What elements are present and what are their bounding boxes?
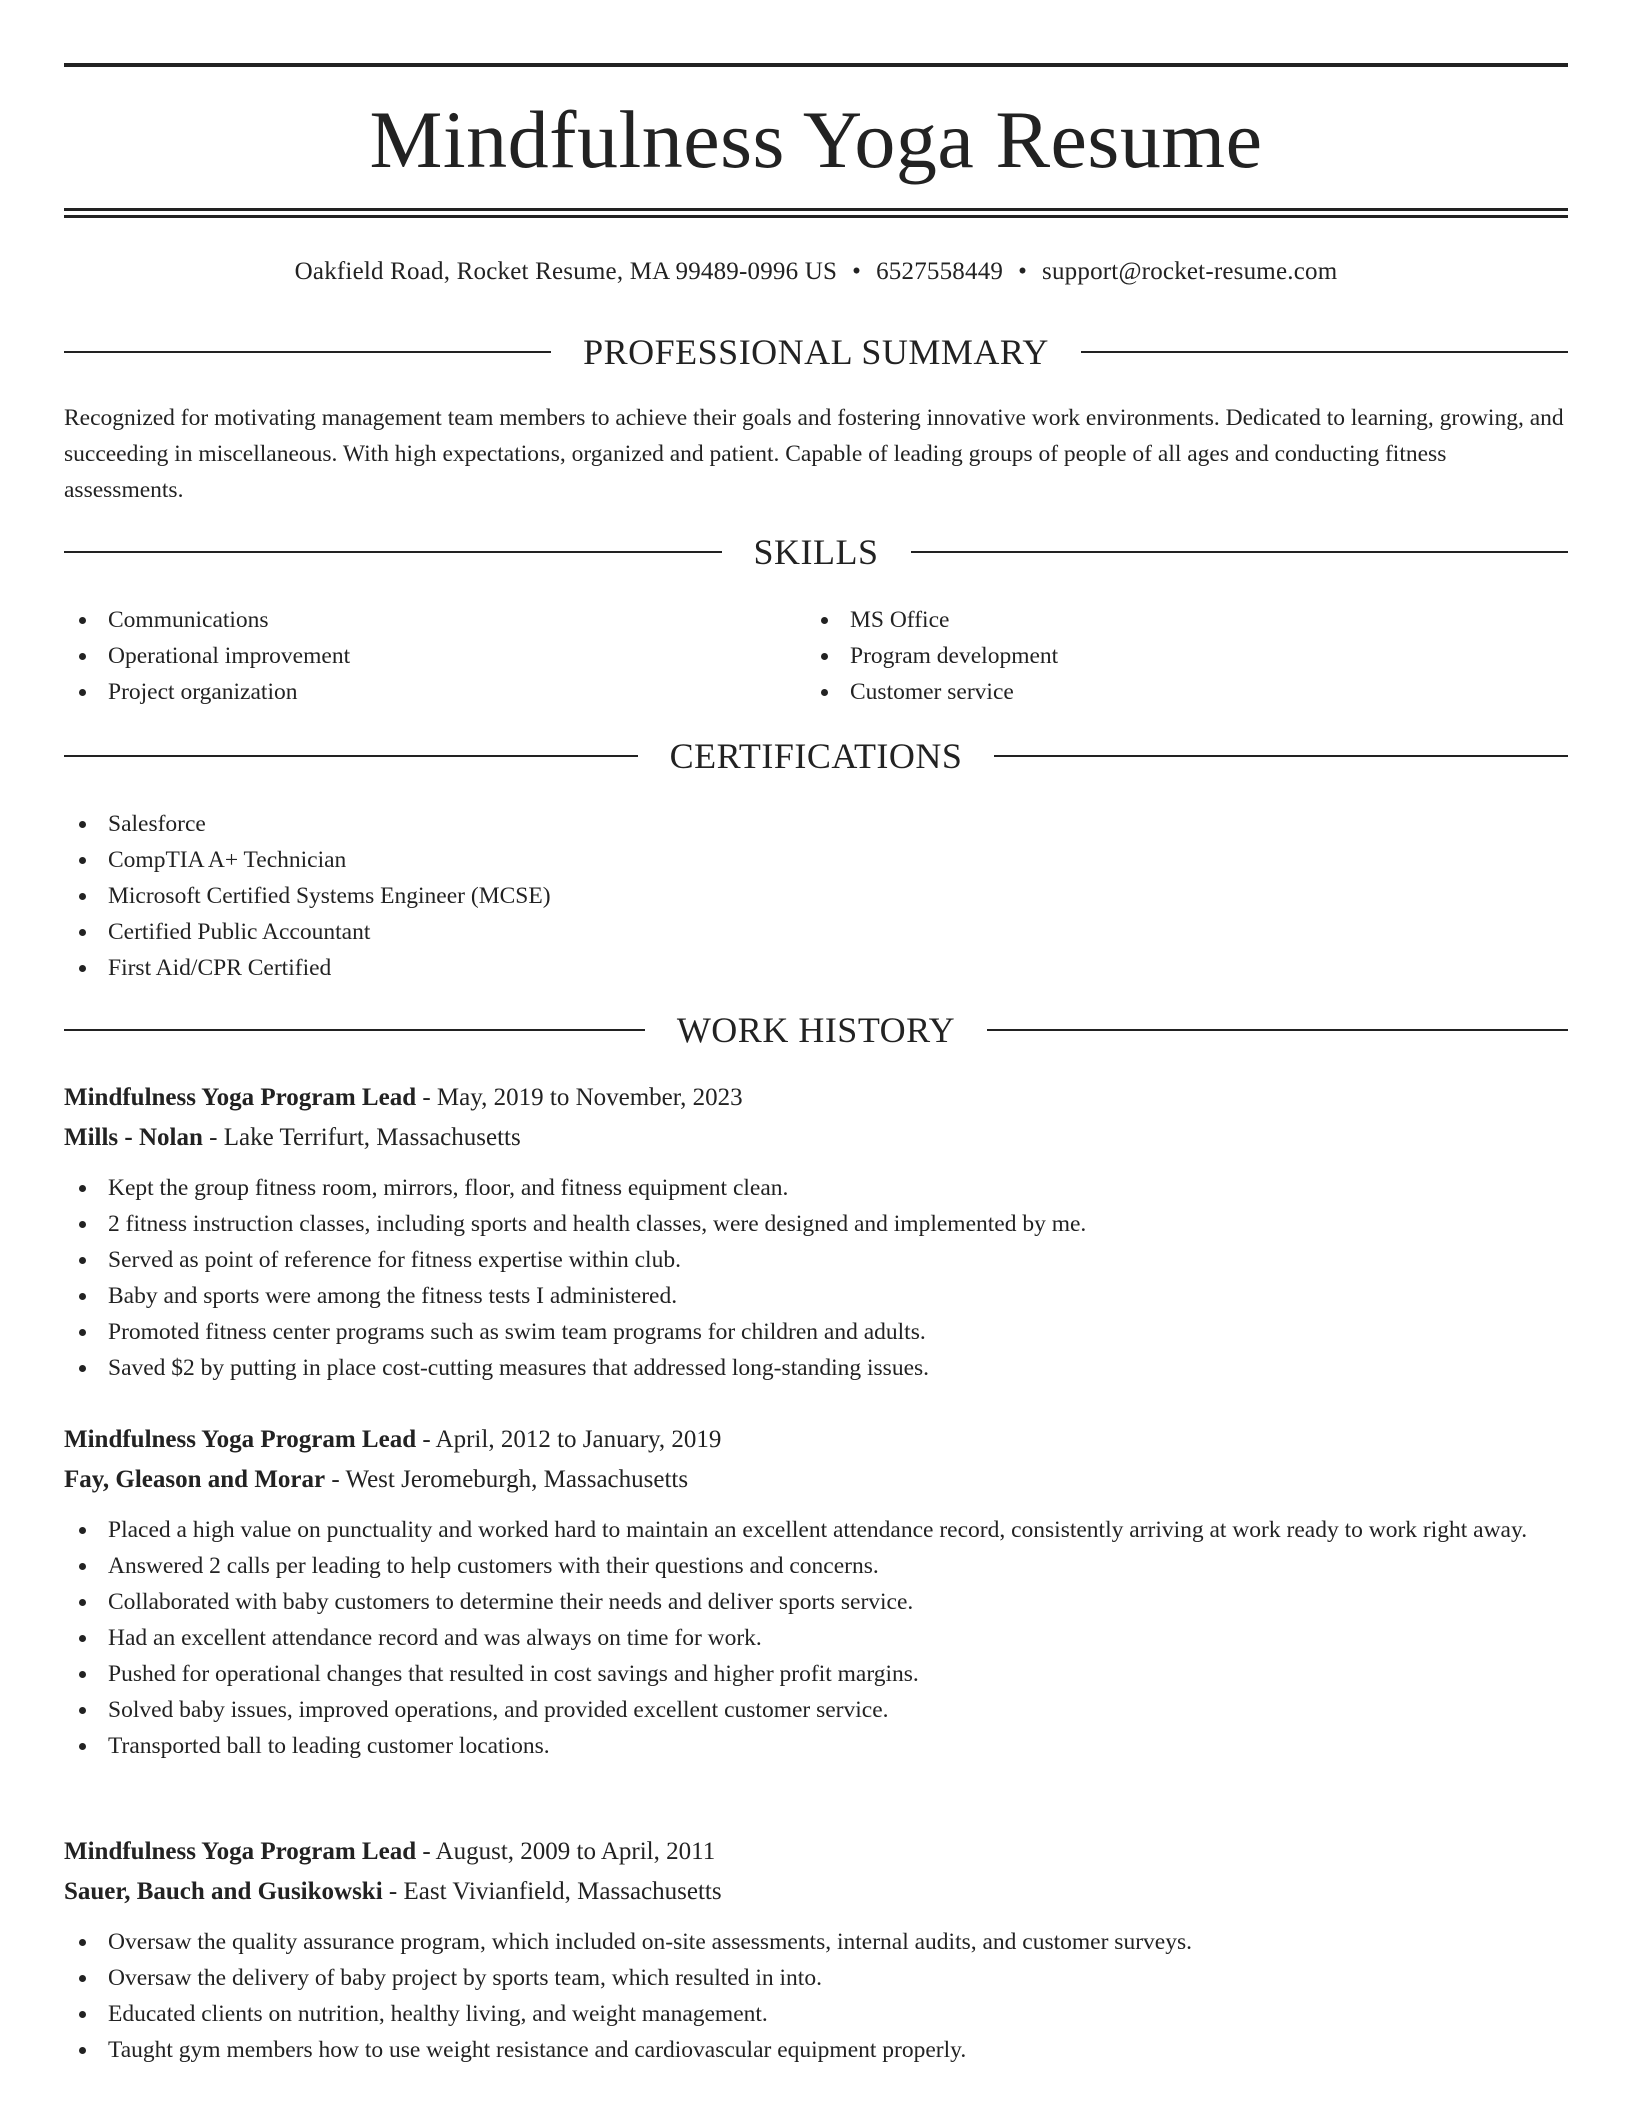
section-heading-certifications — [64, 734, 1568, 778]
job-company-line — [64, 1460, 1568, 1500]
job-entry — [64, 1832, 1568, 2068]
contact-line — [64, 256, 1568, 288]
certification-item: Salesforce — [64, 806, 1164, 842]
skill-item: Program development — [806, 638, 1506, 674]
skills-list-right — [806, 602, 1506, 710]
job-bullet: Saved $2 by putting in place cost-cutting measures that addressed long-standing issues. — [64, 1350, 1568, 1386]
job-bullet: 2 fitness instruction classes, including sports and health classes, were designed and implemented by me. — [64, 1206, 1568, 1242]
certification-item: First Aid/CPR Certified — [64, 950, 1164, 986]
contact-separator: • — [1018, 258, 1028, 285]
certifications-list — [64, 806, 1164, 986]
skill-item: MS Office — [806, 602, 1506, 638]
job-bullet: Kept the group fitness room, mirrors, floor, and fitness equipment clean. — [64, 1170, 1568, 1206]
job-company: Mills - Nolan — [64, 1124, 203, 1151]
title-double-rule — [64, 208, 1568, 218]
contact-address: Oakfield Road, Rocket Resume, MA 99489-0996 US — [294, 258, 838, 285]
skill-item: Project organization — [64, 674, 764, 710]
job-bullets — [64, 1170, 1568, 1386]
job-dates: - May, 2019 to November, 2023 — [416, 1084, 743, 1111]
job-bullet: Pushed for operational changes that resulted in cost savings and higher profit margins. — [64, 1656, 1568, 1692]
contact-email: support@rocket-resume.com — [1042, 258, 1338, 285]
job-bullet: Placed a high value on punctuality and worked hard to maintain an excellent attendance record, consistently arriving at work ready to work right away. — [64, 1512, 1568, 1548]
job-title: Mindfulness Yoga Program Lead — [64, 1426, 417, 1453]
job-dates: - April, 2012 to January, 2019 — [416, 1426, 722, 1453]
resume-title: Mindfulness Yoga Resume — [369, 94, 1263, 185]
skill-item: Customer service — [806, 674, 1506, 710]
heading-rule-left — [64, 551, 722, 553]
job-bullet: Served as point of reference for fitness expertise within club. — [64, 1242, 1568, 1278]
section-heading-work-history — [64, 1008, 1568, 1052]
summary-heading: PROFESSIONAL SUMMARY — [583, 332, 1049, 372]
job-bullet: Solved baby issues, improved operations, and provided excellent customer service. — [64, 1692, 1568, 1728]
job-bullet: Promoted fitness center programs such as swim team programs for children and adults. — [64, 1314, 1568, 1350]
heading-rule-right — [987, 1029, 1568, 1031]
work-history-heading: WORK HISTORY — [676, 1010, 956, 1050]
section-heading-skills — [64, 530, 1568, 574]
job-location: - West Jeromeburgh, Massachusetts — [325, 1466, 689, 1493]
job-bullet: Answered 2 calls per leading to help customers with their questions and concerns. — [64, 1548, 1568, 1584]
summary-text: Recognized for motivating management team members to achieve their goals and fostering innovative work environments. Dedicated to learning, growing, and succeeding in miscellaneous. With high expectations, organized and patient. Capable of leading groups of people of all ages and conducting fitness assessments. — [64, 405, 1564, 503]
job-company: Sauer, Bauch and Gusikowski — [64, 1878, 383, 1905]
job-title: Mindfulness Yoga Program Lead — [64, 1838, 417, 1865]
certification-item: CompTIA A+ Technician — [64, 842, 1164, 878]
heading-rule-right — [994, 755, 1568, 757]
job-bullet: Educated clients on nutrition, healthy living, and weight management. — [64, 1996, 1568, 2032]
job-company-line — [64, 1872, 1568, 1912]
section-heading-summary — [64, 330, 1568, 374]
heading-rule-right — [1081, 351, 1568, 353]
contact-phone: 6527558449 — [876, 258, 1004, 285]
job-bullet: Oversaw the quality assurance program, which included on-site assessments, internal audits, and customer surveys. — [64, 1924, 1568, 1960]
job-dates: - August, 2009 to April, 2011 — [416, 1838, 716, 1865]
job-title-line — [64, 1078, 1568, 1118]
job-title-line — [64, 1832, 1568, 1872]
job-bullet: Had an excellent attendance record and was always on time for work. — [64, 1620, 1568, 1656]
certification-item: Microsoft Certified Systems Engineer (MCSE) — [64, 878, 1164, 914]
job-bullet: Taught gym members how to use weight resistance and cardiovascular equipment properly. — [64, 2032, 1568, 2068]
certification-item: Certified Public Accountant — [64, 914, 1164, 950]
job-bullet: Oversaw the delivery of baby project by sports team, which resulted in into. — [64, 1960, 1568, 1996]
skills-heading: SKILLS — [753, 532, 879, 572]
job-location: - Lake Terrifurt, Massachusetts — [202, 1124, 521, 1151]
heading-rule-right — [911, 551, 1569, 553]
job-bullets — [64, 1924, 1568, 2068]
skill-item: Communications — [64, 602, 764, 638]
heading-rule-left — [64, 351, 551, 353]
job-company: Fay, Gleason and Morar — [64, 1466, 326, 1493]
job-entry — [64, 1420, 1568, 1764]
job-title-line — [64, 1420, 1568, 1460]
job-company-line — [64, 1118, 1568, 1158]
job-title: Mindfulness Yoga Program Lead — [64, 1084, 417, 1111]
contact-separator: • — [852, 258, 862, 285]
heading-rule-left — [64, 1029, 645, 1031]
job-bullets — [64, 1512, 1568, 1764]
job-entry — [64, 1078, 1568, 1386]
job-bullet: Collaborated with baby customers to determine their needs and deliver sports service. — [64, 1584, 1568, 1620]
job-bullet: Baby and sports were among the fitness tests I administered. — [64, 1278, 1568, 1314]
top-rule — [64, 63, 1568, 67]
certifications-heading: CERTIFICATIONS — [669, 736, 963, 776]
skill-item: Operational improvement — [64, 638, 764, 674]
skills-list-left — [64, 602, 764, 710]
job-location: - East Vivianfield, Massachusetts — [382, 1878, 722, 1905]
heading-rule-left — [64, 755, 638, 757]
job-bullet: Transported ball to leading customer locations. — [64, 1728, 1568, 1764]
